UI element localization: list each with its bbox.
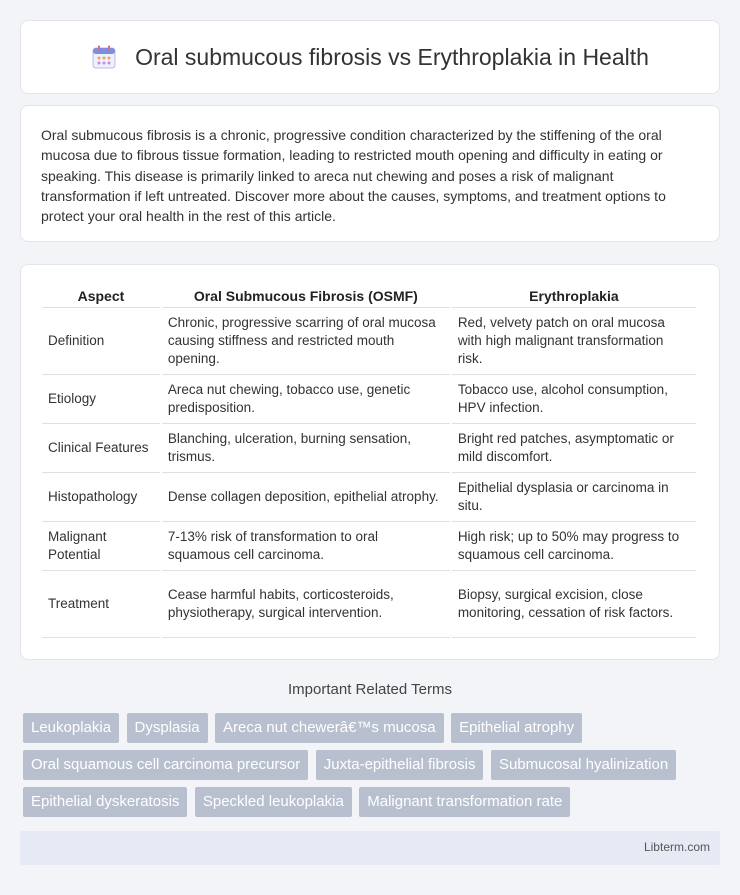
term-tag[interactable]: Speckled leukoplakia bbox=[195, 787, 352, 817]
table-cell: Etiology bbox=[42, 375, 160, 424]
related-terms-list bbox=[23, 713, 723, 824]
table-cell: Areca nut chewing, tobacco use, genetic predisposition. bbox=[162, 375, 450, 424]
table-row bbox=[42, 522, 696, 571]
calendar-icon bbox=[91, 44, 117, 70]
intro-text: Oral submucous fibrosis is a chronic, progressive condition characterized by the stiffening of the oral mucosa due to fibrous tissue formation, leading to restricted mouth opening and difficulty in eating or speaking. This disease is primarily linked to areca nut chewing and poses a risk of malignant transformation if left untreated. Discover more about the causes, symptoms, and treatment options to protect your oral health in the rest of this article. bbox=[41, 127, 666, 225]
table-cell: Blanching, ulceration, burning sensation, trismus. bbox=[162, 424, 450, 473]
table-cell: High risk; up to 50% may progress to squamous cell carcinoma. bbox=[452, 522, 696, 571]
table-cell: Clinical Features bbox=[42, 424, 160, 473]
table-row bbox=[42, 375, 696, 424]
footer-site-link[interactable]: Libterm.com bbox=[643, 840, 710, 854]
table-cell: Cease harmful habits, corticosteroids, physiotherapy, surgical intervention. bbox=[162, 571, 450, 638]
term-tag[interactable]: Leukoplakia bbox=[23, 713, 119, 743]
table-cell: Definition bbox=[42, 308, 160, 375]
term-tag[interactable]: Epithelial dyskeratosis bbox=[23, 787, 187, 817]
table-cell: Bright red patches, asymptomatic or mild discomfort. bbox=[452, 424, 696, 473]
footer bbox=[20, 831, 720, 865]
table-row bbox=[42, 473, 696, 522]
term-tag[interactable]: Dysplasia bbox=[127, 713, 208, 743]
page-title: Oral submucous fibrosis vs Erythroplakia in Health bbox=[135, 43, 649, 70]
table-cell: Dense collagen deposition, epithelial atrophy. bbox=[162, 473, 450, 522]
table-cell: Treatment bbox=[42, 571, 160, 638]
term-tag[interactable]: Epithelial atrophy bbox=[451, 713, 582, 743]
term-tag[interactable]: Areca nut chewerâ€™s mucosa bbox=[215, 713, 444, 743]
related-terms-heading: Important Related Terms bbox=[288, 681, 452, 698]
table-cell: Red, velvety patch on oral mucosa with high malignant transformation risk. bbox=[452, 308, 696, 375]
table-header-osmf: Oral Submucous Fibrosis (OSMF) bbox=[162, 285, 450, 308]
title-card bbox=[20, 20, 720, 94]
table-row bbox=[42, 308, 696, 375]
term-tag[interactable]: Submucosal hyalinization bbox=[491, 750, 676, 780]
table-header-aspect: Aspect bbox=[42, 285, 160, 308]
table-cell: Tobacco use, alcohol consumption, HPV infection. bbox=[452, 375, 696, 424]
term-tag[interactable]: Malignant transformation rate bbox=[359, 787, 570, 817]
table-header-erythroplakia: Erythroplakia bbox=[452, 285, 696, 308]
table-row bbox=[42, 424, 696, 473]
comparison-card bbox=[20, 264, 720, 660]
table-cell: Chronic, progressive scarring of oral mucosa causing stiffness and restricted mouth opening. bbox=[162, 308, 450, 375]
term-tag[interactable]: Oral squamous cell carcinoma precursor bbox=[23, 750, 308, 780]
table-cell: 7-13% risk of transformation to oral squamous cell carcinoma. bbox=[162, 522, 450, 571]
intro-card bbox=[20, 105, 720, 242]
table-row bbox=[42, 571, 696, 638]
comparison-table bbox=[40, 285, 698, 638]
table-cell: Biopsy, surgical excision, close monitoring, cessation of risk factors. bbox=[452, 571, 696, 638]
term-tag[interactable]: Juxta-epithelial fibrosis bbox=[316, 750, 484, 780]
table-cell: Histopathology bbox=[42, 473, 160, 522]
table-cell: Malignant Potential bbox=[42, 522, 160, 571]
table-cell: Epithelial dysplasia or carcinoma in situ. bbox=[452, 473, 696, 522]
